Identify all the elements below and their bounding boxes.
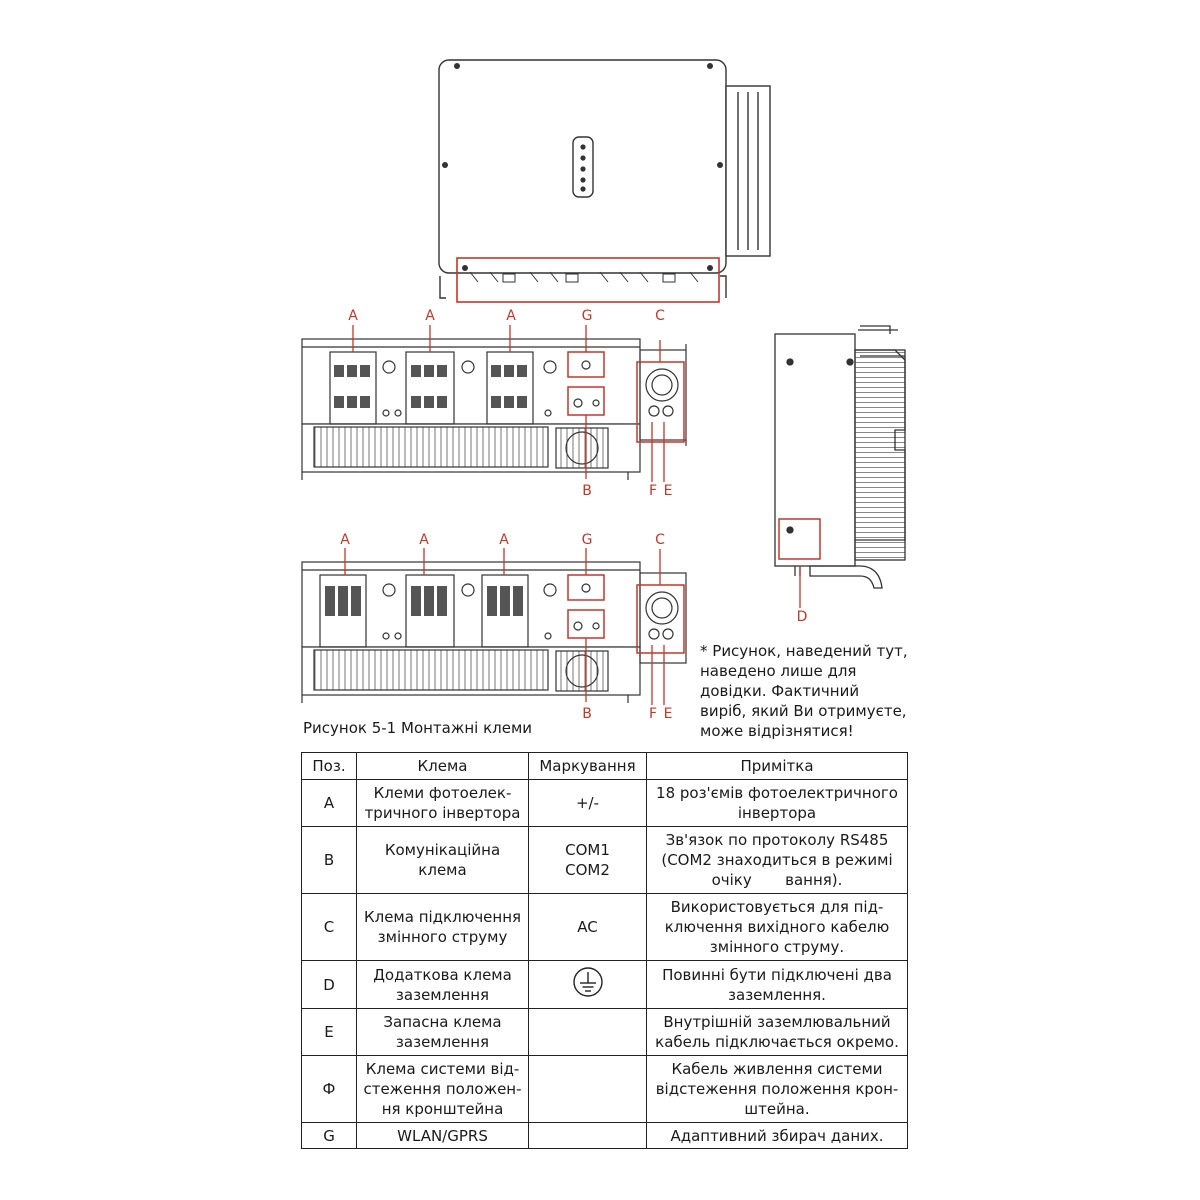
table-row: [302, 1123, 908, 1149]
cell-line: змінного струму.: [709, 938, 845, 956]
cell-line: інвертора: [737, 804, 817, 822]
cell-line: WLAN/GPRS: [397, 1126, 488, 1145]
cell-line: Клема системи від-: [365, 1060, 520, 1078]
label-f: F: [648, 483, 658, 499]
cell-line: Додаткова клема: [373, 965, 512, 984]
cell-line: тричного інвертора: [364, 804, 521, 822]
cell-marking: [529, 961, 647, 1009]
label-c: C: [655, 532, 665, 548]
cell-terminal: [357, 1056, 529, 1123]
cell-marking: [529, 894, 647, 961]
header-terminal: Клема: [357, 753, 529, 780]
cell-line: Повинні бути підключені два: [662, 965, 892, 984]
label-g: G: [581, 532, 593, 548]
cell-line: Адаптивний збирач даних.: [670, 1126, 884, 1145]
cell-line: клема: [418, 861, 467, 879]
note-line: * Рисунок, наведений тут,: [700, 642, 908, 660]
cell-line: ня кронштейна: [381, 1100, 504, 1118]
label-e: E: [663, 706, 673, 722]
label-d: D: [796, 609, 808, 625]
cell-line: Використовується для під-: [670, 898, 884, 916]
cell-line: штейна.: [744, 1100, 810, 1118]
label-b: B: [582, 706, 592, 722]
label-a: A: [499, 532, 509, 548]
cell-note: [647, 1009, 908, 1056]
cell-marking: [529, 827, 647, 894]
cell-line: Внутрішній заземлювальний: [663, 1013, 891, 1031]
label-e: E: [663, 483, 673, 499]
cell-note: [647, 1123, 908, 1149]
cell-line: заземлення.: [728, 985, 826, 1004]
cell-line: COM2: [565, 861, 610, 879]
cell-terminal: [357, 1009, 529, 1056]
table-row: [302, 961, 908, 1009]
cell-line: кабель підключається окремо.: [655, 1033, 899, 1051]
cell-note: [647, 780, 908, 827]
cell-note: [647, 827, 908, 894]
cell-position: C: [302, 894, 357, 961]
cell-line: Комунікаційна: [384, 841, 501, 859]
cell-note: [647, 894, 908, 961]
cell-line: Запасна клема: [383, 1013, 502, 1031]
label-f: F: [648, 706, 658, 722]
cell-position: Ф: [302, 1056, 357, 1123]
inverter-front-view: [439, 60, 770, 302]
cell-position: B: [302, 827, 357, 894]
cell-terminal: [357, 894, 529, 961]
reference-note: [700, 641, 910, 741]
header-marking: Маркування: [529, 753, 647, 780]
terminals-table: [301, 752, 908, 1149]
cell-note: [647, 961, 908, 1009]
cell-marking: [529, 1056, 647, 1123]
note-line: виріб, який Ви отримуєте,: [700, 702, 907, 720]
cell-line: Клема підключення: [363, 908, 522, 926]
table-row: [302, 1056, 908, 1123]
label-c: C: [655, 308, 665, 324]
cell-terminal: [357, 827, 529, 894]
label-a: A: [348, 308, 358, 324]
cell-line: очіку вання).: [711, 871, 843, 889]
inverter-side-view: [775, 326, 905, 588]
cell-line: стеження положен-: [363, 1080, 522, 1098]
label-b: B: [582, 483, 592, 499]
ground-icon: [572, 966, 604, 998]
header-note: Примітка: [647, 753, 908, 780]
label-a: A: [425, 308, 435, 324]
note-line: довідки. Фактичний: [700, 682, 860, 700]
cell-position: G: [302, 1123, 357, 1149]
header-position: Поз.: [302, 753, 357, 780]
cell-line: (COM2 знаходиться в режимі: [661, 851, 893, 869]
cell-terminal: [357, 961, 529, 1009]
cell-line: ключення вихідного кабелю: [664, 918, 890, 936]
label-a: A: [506, 308, 516, 324]
cell-line: Клеми фотоелек-: [373, 784, 512, 802]
cell-line: відстеження положення крон-: [655, 1080, 899, 1098]
cell-line: 18 роз'ємів фотоелектричного: [656, 784, 898, 802]
cell-line: Зв'язок по протоколу RS485: [665, 831, 889, 849]
cell-line: заземлення: [395, 1033, 490, 1051]
cell-line: COM1: [565, 841, 610, 859]
cell-line: +/-: [575, 794, 600, 812]
cell-marking: [529, 780, 647, 827]
cell-terminal: [357, 1123, 529, 1149]
label-g: G: [581, 308, 593, 324]
label-a: A: [340, 532, 350, 548]
table-row: [302, 827, 908, 894]
cell-position: E: [302, 1009, 357, 1056]
cell-marking: [529, 1123, 647, 1149]
inverter-bottom-view-1: [302, 325, 686, 482]
label-a: A: [419, 532, 429, 548]
cell-line: Кабель живлення системи: [671, 1060, 883, 1078]
cell-position: A: [302, 780, 357, 827]
note-line: може відрізнятися!: [700, 722, 854, 740]
cell-line: AC: [577, 918, 598, 936]
table-row: [302, 780, 908, 827]
table-header-row: [302, 753, 908, 780]
figure-caption: Рисунок 5-1 Монтажні клеми: [303, 719, 533, 737]
cell-marking: [529, 1009, 647, 1056]
note-line: наведено лише для: [700, 662, 857, 680]
table-row: [302, 1009, 908, 1056]
cell-note: [647, 1056, 908, 1123]
cell-line: змінного струму: [377, 928, 508, 946]
cell-terminal: [357, 780, 529, 827]
table-row: [302, 894, 908, 961]
cell-position: D: [302, 961, 357, 1009]
cell-line: заземлення: [395, 985, 490, 1004]
